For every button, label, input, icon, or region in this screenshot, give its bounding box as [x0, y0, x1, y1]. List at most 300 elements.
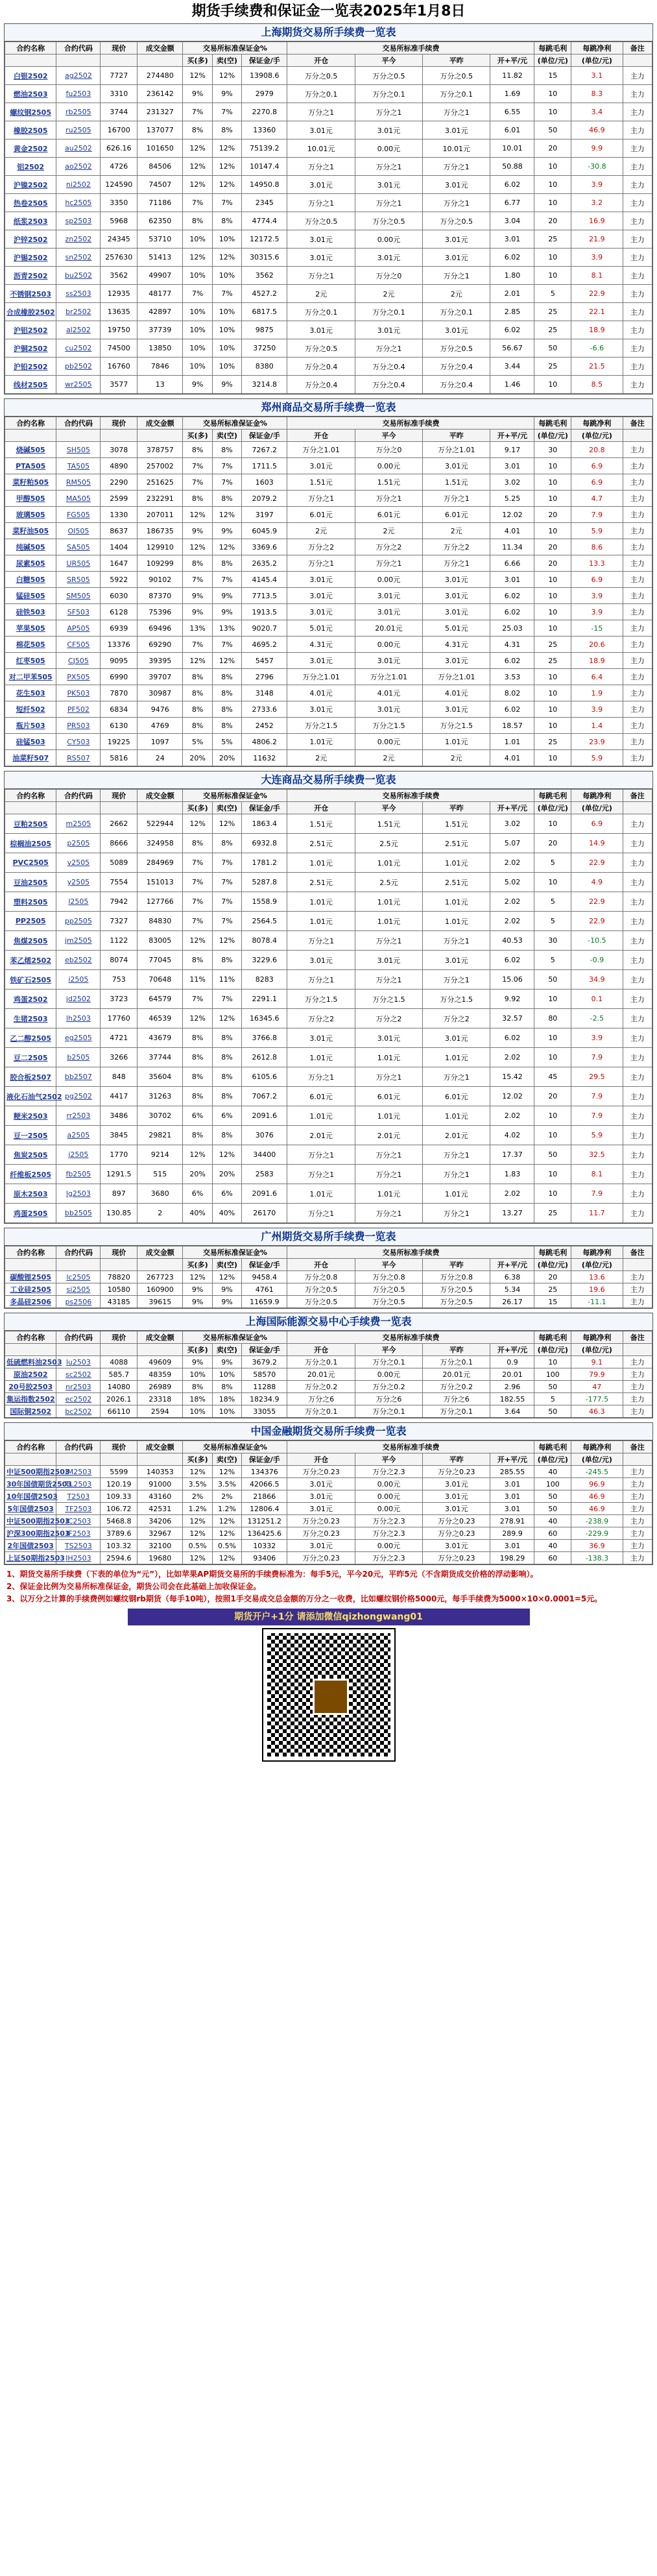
contract-name[interactable]: 低硫燃料油2503	[5, 1356, 56, 1368]
contract-code[interactable]: CY503	[56, 734, 101, 750]
contract-code[interactable]: ss2503	[56, 285, 101, 303]
turnover: 378757	[137, 442, 183, 458]
contract-code[interactable]: PF502	[56, 701, 101, 718]
contract-code[interactable]: sc2502	[56, 1368, 101, 1381]
fee-open: 万分之1	[287, 267, 355, 285]
remark: 主力	[623, 321, 652, 339]
fee-close-today: 万分之1	[355, 1145, 422, 1165]
contract-name[interactable]: 豆一2505	[5, 1126, 56, 1145]
contract-name[interactable]: 黄金2502	[5, 140, 56, 158]
table-row	[5, 1540, 652, 1552]
contract-code[interactable]: SM505	[56, 588, 101, 604]
contract-name[interactable]: 5年国债2503	[5, 1503, 56, 1515]
contract-code[interactable]: SA505	[56, 539, 101, 555]
tick-net: 32.5	[571, 1145, 623, 1165]
contract-name[interactable]: 20号胶2503	[5, 1381, 56, 1393]
fee-close-today: 万分之0	[355, 442, 422, 458]
turnover: 31263	[137, 1087, 183, 1106]
contract-code[interactable]: IM2503	[56, 1466, 101, 1478]
fee-total: 3.01	[490, 1540, 534, 1552]
remark: 主力	[623, 285, 652, 303]
price: 43185	[101, 1296, 137, 1308]
contract-name[interactable]: 集运指数2502	[5, 1393, 56, 1405]
exchange-section	[4, 1313, 653, 1418]
contract-code[interactable]: rb2505	[56, 103, 101, 121]
contract-name[interactable]: 沥青2502	[5, 267, 56, 285]
remark: 主力	[623, 267, 652, 285]
contract-code[interactable]: PR503	[56, 718, 101, 734]
price: 66110	[101, 1405, 137, 1418]
contract-code[interactable]: eb2502	[56, 951, 101, 970]
contract-name[interactable]: 锰硅505	[5, 588, 56, 604]
contract-name[interactable]: 沪镍2502	[5, 176, 56, 194]
col-subheader	[5, 802, 56, 814]
price: 4721	[101, 1028, 137, 1048]
fee-close-today: 1.01元	[355, 1048, 422, 1067]
contract-name[interactable]: 液化石油气2502	[5, 1087, 56, 1106]
fee-open: 4.01元	[287, 685, 355, 701]
contract-name[interactable]: 橡胶2505	[5, 121, 56, 140]
price: 5599	[101, 1466, 137, 1478]
tick-gross: 5	[534, 853, 571, 873]
tick-gross: 15	[534, 67, 571, 85]
contract-code[interactable]: v2505	[56, 853, 101, 873]
fee-close-today: 3.01元	[355, 121, 422, 140]
fee-close-yesterday: 万分之1	[423, 1067, 490, 1087]
contract-code[interactable]: al2502	[56, 321, 101, 339]
col-subheader: 买(多)	[183, 55, 212, 67]
contract-code[interactable]: UR505	[56, 555, 101, 572]
contract-code[interactable]: TF2503	[56, 1503, 101, 1515]
contract-name[interactable]: 热卷2505	[5, 194, 56, 212]
contract-name[interactable]: 苯乙烯2502	[5, 951, 56, 970]
margin-per-lot: 13360	[242, 121, 287, 140]
contract-name[interactable]: 对二甲苯505	[5, 669, 56, 685]
fee-close-yesterday: 万分之1	[423, 1165, 490, 1184]
margin-short: 9%	[212, 523, 241, 539]
fee-open: 2元	[287, 523, 355, 539]
contract-name[interactable]: 30年国债期货2503	[5, 1478, 56, 1490]
contract-code[interactable]: IH2503	[56, 1552, 101, 1564]
exchange-section	[4, 1422, 653, 1565]
contract-code[interactable]: FG505	[56, 507, 101, 523]
contract-code[interactable]: T2503	[56, 1490, 101, 1503]
contract-code[interactable]: au2502	[56, 140, 101, 158]
contract-name[interactable]: 豆二2505	[5, 1048, 56, 1067]
col-subheader	[623, 1344, 652, 1356]
tick-net: -6.6	[571, 339, 623, 358]
fee-close-yesterday: 1.01元	[423, 1184, 490, 1204]
contract-code[interactable]: rr2503	[56, 1106, 101, 1126]
contract-name[interactable]: 中证500期指2503	[5, 1515, 56, 1527]
contract-name[interactable]: 上证50期指2503	[5, 1552, 56, 1564]
contract-name[interactable]: PTA505	[5, 458, 56, 474]
footer-banner[interactable]: 期货开户+1分 请添加微信qizhongwang01	[128, 1609, 530, 1625]
contract-code[interactable]: wr2505	[56, 376, 101, 394]
fee-close-yesterday: 万分之0.23	[423, 1552, 490, 1564]
tick-gross: 50	[534, 339, 571, 358]
remark: 主力	[623, 1087, 652, 1106]
contract-code[interactable]: MA505	[56, 491, 101, 507]
remark: 主力	[623, 912, 652, 931]
fee-table	[5, 1331, 652, 1418]
fee-table	[5, 789, 652, 1223]
contract-name[interactable]: 玻璃505	[5, 507, 56, 523]
contract-code[interactable]: i2505	[56, 970, 101, 990]
contract-name[interactable]: 鸡蛋2502	[5, 990, 56, 1009]
fee-total: 4.02	[490, 1126, 534, 1145]
margin-long: 9%	[183, 523, 212, 539]
margin-per-lot: 16345.6	[242, 1009, 287, 1028]
contract-code[interactable]: ru2505	[56, 121, 101, 140]
fee-close-yesterday: 3.01元	[423, 458, 490, 474]
contract-code[interactable]: bu2502	[56, 267, 101, 285]
contract-name[interactable]: 花生503	[5, 685, 56, 701]
contract-code[interactable]: lc2505	[56, 1271, 101, 1283]
tick-gross: 40	[534, 1466, 571, 1478]
contract-name[interactable]: 红枣505	[5, 653, 56, 669]
remark: 主力	[623, 176, 652, 194]
fee-close-today: 万分之1	[355, 491, 422, 507]
fee-open: 万分之0.4	[287, 358, 355, 376]
contract-code[interactable]: jm2505	[56, 931, 101, 951]
fee-open: 3.01元	[287, 458, 355, 474]
contract-name[interactable]: 硅锰503	[5, 734, 56, 750]
contract-code[interactable]: lg2503	[56, 1184, 101, 1204]
contract-name[interactable]: 粳米2503	[5, 1106, 56, 1126]
contract-code[interactable]: CJ505	[56, 653, 101, 669]
contract-name[interactable]: 烧碱505	[5, 442, 56, 458]
contract-code[interactable]: IF2503	[56, 1527, 101, 1540]
margin-per-lot: 8380	[242, 358, 287, 376]
col-subheader: 平昨	[423, 1344, 490, 1356]
col-header: 合约名称	[5, 42, 56, 55]
contract-code[interactable]: cu2502	[56, 339, 101, 358]
contract-code[interactable]: RS507	[56, 750, 101, 766]
fee-open: 5.01元	[287, 620, 355, 637]
contract-code[interactable]: pg2502	[56, 1087, 101, 1106]
contract-code[interactable]: bb2507	[56, 1067, 101, 1087]
contract-code[interactable]: br2502	[56, 303, 101, 321]
contract-code[interactable]: b2505	[56, 1048, 101, 1067]
table-row	[5, 67, 652, 85]
tick-net: -11.1	[571, 1296, 623, 1308]
fee-total: 1.69	[490, 85, 534, 103]
col-header: 合约代码	[56, 790, 101, 802]
contract-name[interactable]: 铝2502	[5, 158, 56, 176]
contract-name[interactable]: 铁矿石2505	[5, 970, 56, 990]
fee-total: 6.02	[490, 176, 534, 194]
fee-open: 2元	[287, 285, 355, 303]
contract-code[interactable]: AP505	[56, 620, 101, 637]
price: 6834	[101, 701, 137, 718]
fee-open: 1.51元	[287, 814, 355, 834]
col-subheader: 平今	[355, 802, 422, 814]
contract-code[interactable]: l2505	[56, 892, 101, 912]
col-subheader	[623, 430, 652, 442]
contract-code[interactable]: ps2506	[56, 1296, 101, 1308]
contract-code[interactable]: m2505	[56, 814, 101, 834]
contract-name[interactable]: 棉花505	[5, 637, 56, 653]
remark: 主力	[623, 572, 652, 588]
margin-long: 12%	[183, 814, 212, 834]
contract-code[interactable]: RM505	[56, 474, 101, 491]
price: 753	[101, 970, 137, 990]
tick-gross: 30	[534, 442, 571, 458]
contract-name[interactable]: 生猪2503	[5, 1009, 56, 1028]
contract-code[interactable]: CF505	[56, 637, 101, 653]
col-subheader	[137, 1344, 183, 1356]
tick-gross: 25	[534, 1283, 571, 1296]
margin-short: 7%	[212, 285, 241, 303]
contract-code[interactable]: bc2502	[56, 1405, 101, 1418]
fee-close-today: 万分之1	[355, 1204, 422, 1223]
tick-net: 0.1	[571, 990, 623, 1009]
contract-name[interactable]: 塑料2505	[5, 892, 56, 912]
remark: 主力	[623, 1028, 652, 1048]
contract-name[interactable]: 碳酸锂2505	[5, 1271, 56, 1283]
remark: 主力	[623, 701, 652, 718]
contract-code[interactable]: lh2503	[56, 1009, 101, 1028]
fee-open: 3.01元	[287, 176, 355, 194]
contract-name[interactable]: 豆油2505	[5, 873, 56, 892]
contract-code[interactable]: y2505	[56, 873, 101, 892]
table-row	[5, 1165, 652, 1184]
col-subheader: 平昨	[423, 55, 490, 67]
contract-name[interactable]: 菜籽粕505	[5, 474, 56, 491]
fee-close-today: 万分之0.1	[355, 1356, 422, 1368]
price: 2290	[101, 474, 137, 491]
fee-close-yesterday: 万分之1	[423, 970, 490, 990]
contract-name[interactable]: 2年国债2503	[5, 1540, 56, 1552]
tick-net: -30.8	[571, 158, 623, 176]
contract-name[interactable]: 多晶硅2506	[5, 1296, 56, 1308]
contract-name[interactable]: 沪铜2502	[5, 339, 56, 358]
fee-close-today: 万分之1	[355, 194, 422, 212]
col-header: 成交金额	[137, 417, 183, 430]
contract-code[interactable]: TL2503	[56, 1478, 101, 1490]
tick-gross: 5	[534, 912, 571, 931]
contract-name[interactable]: 工业硅2505	[5, 1283, 56, 1296]
contract-code[interactable]: PK503	[56, 685, 101, 701]
contract-code[interactable]: IC2503	[56, 1515, 101, 1527]
contract-code[interactable]: ni2502	[56, 176, 101, 194]
col-subheader: (单位/元)	[534, 55, 571, 67]
contract-code[interactable]: bb2505	[56, 1204, 101, 1223]
contract-name[interactable]: PP2505	[5, 912, 56, 931]
contract-name[interactable]: 胶合板2507	[5, 1067, 56, 1087]
col-header: 合约名称	[5, 1246, 56, 1259]
fee-total: 6.38	[490, 1271, 534, 1283]
contract-code[interactable]: eg2505	[56, 1028, 101, 1048]
tick-gross: 10	[534, 685, 571, 701]
contract-name[interactable]: 原油2502	[5, 1368, 56, 1381]
margin-long: 12%	[183, 1271, 212, 1283]
contract-code[interactable]: ec2502	[56, 1393, 101, 1405]
contract-code[interactable]: p2505	[56, 834, 101, 853]
contract-code[interactable]: SR505	[56, 572, 101, 588]
fee-close-yesterday: 万分之0.5	[423, 339, 490, 358]
table-row	[5, 1527, 652, 1540]
contract-name[interactable]: 螺纹钢2505	[5, 103, 56, 121]
contract-code[interactable]: fu2503	[56, 85, 101, 103]
contract-code[interactable]: OI505	[56, 523, 101, 539]
col-subheader	[56, 1453, 101, 1466]
fee-open: 10.01元	[287, 140, 355, 158]
contract-code[interactable]: TA505	[56, 458, 101, 474]
contract-name[interactable]: 国际铜2502	[5, 1405, 56, 1418]
contract-code[interactable]: sp2503	[56, 212, 101, 230]
tick-gross: 10	[534, 990, 571, 1009]
remark: 主力	[623, 121, 652, 140]
contract-name[interactable]: 纤维板2505	[5, 1165, 56, 1184]
contract-code[interactable]: lu2503	[56, 1356, 101, 1368]
margin-per-lot: 1913.5	[242, 604, 287, 620]
margin-short: 9%	[212, 85, 241, 103]
contract-name[interactable]: 菜籽油505	[5, 523, 56, 539]
contract-code[interactable]: fb2505	[56, 1165, 101, 1184]
col-header: 每跳净利	[571, 1441, 623, 1453]
turnover: 34206	[137, 1515, 183, 1527]
contract-code[interactable]: nr2503	[56, 1381, 101, 1393]
fee-close-today: 万分之2	[355, 1009, 422, 1028]
fee-close-yesterday: 3.01元	[423, 951, 490, 970]
contract-code[interactable]: a2505	[56, 1126, 101, 1145]
turnover: 74507	[137, 176, 183, 194]
turnover: 251625	[137, 474, 183, 491]
contract-name[interactable]: 豆粕2505	[5, 814, 56, 834]
table-row	[5, 814, 652, 834]
contract-name[interactable]: 硅铁503	[5, 604, 56, 620]
contract-name[interactable]: 燃油2503	[5, 85, 56, 103]
contract-name[interactable]: 鸡蛋2505	[5, 1204, 56, 1223]
contract-code[interactable]: ag2502	[56, 67, 101, 85]
col-subheader: 平昨	[423, 802, 490, 814]
contract-name[interactable]: 沪深300期指2503	[5, 1527, 56, 1540]
tick-gross: 10	[534, 572, 571, 588]
contract-code[interactable]: sn2502	[56, 249, 101, 267]
margin-short: 9%	[212, 1296, 241, 1308]
tick-net: 47	[571, 1381, 623, 1393]
fee-open: 万分之0.8	[287, 1271, 355, 1283]
remark: 主力	[623, 140, 652, 158]
contract-name[interactable]: 不锈钢2503	[5, 285, 56, 303]
fee-total: 285.55	[490, 1466, 534, 1478]
contract-name[interactable]: 10年国债2503	[5, 1490, 56, 1503]
contract-code[interactable]: TS2503	[56, 1540, 101, 1552]
tick-net: -229.9	[571, 1527, 623, 1540]
contract-name[interactable]: 纯碱505	[5, 539, 56, 555]
contract-code[interactable]: j2505	[56, 1145, 101, 1165]
table-row	[5, 376, 652, 394]
contract-name[interactable]: 沪锡2502	[5, 249, 56, 267]
contract-code[interactable]: si2505	[56, 1283, 101, 1296]
contract-name[interactable]: 乙二醇2505	[5, 1028, 56, 1048]
contract-code[interactable]: SF503	[56, 604, 101, 620]
fee-close-today: 1.01元	[355, 853, 422, 873]
fee-total: 25.03	[490, 620, 534, 637]
contract-name[interactable]: 沪铝2502	[5, 321, 56, 339]
fee-close-today: 6.01元	[355, 507, 422, 523]
margin-long: 8%	[183, 121, 212, 140]
margin-long: 8%	[183, 1048, 212, 1067]
fee-close-today: 万分之2.3	[355, 1527, 422, 1540]
col-subheader: 保证金/手	[242, 1453, 287, 1466]
turnover: 42531	[137, 1503, 183, 1515]
contract-code[interactable]: SH505	[56, 442, 101, 458]
contract-name[interactable]: 尿素505	[5, 555, 56, 572]
price: 13376	[101, 637, 137, 653]
col-subheader: (单位/元)	[534, 1344, 571, 1356]
fee-total: 10.01	[490, 140, 534, 158]
turnover: 324958	[137, 834, 183, 853]
contract-name[interactable]: PVC2505	[5, 853, 56, 873]
remark: 主力	[623, 474, 652, 491]
fee-total: 3.01	[490, 1490, 534, 1503]
tick-net: 8.5	[571, 376, 623, 394]
margin-short: 12%	[212, 158, 241, 176]
contract-code[interactable]: pp2505	[56, 912, 101, 931]
contract-name[interactable]: 棕榈油2505	[5, 834, 56, 853]
contract-name[interactable]: 苹果505	[5, 620, 56, 637]
tick-gross: 25	[534, 230, 571, 249]
fee-close-yesterday: 万分之0.5	[423, 212, 490, 230]
contract-name[interactable]: 短纤502	[5, 701, 56, 718]
turnover: 9214	[137, 1145, 183, 1165]
contract-name[interactable]: 瓶片503	[5, 718, 56, 734]
contract-code[interactable]: zn2502	[56, 230, 101, 249]
contract-name[interactable]: 焦煤2505	[5, 931, 56, 951]
turnover: 53710	[137, 230, 183, 249]
table-row	[5, 637, 652, 653]
contract-code[interactable]: jd2502	[56, 990, 101, 1009]
tick-net: 1.4	[571, 718, 623, 734]
contract-code[interactable]: PX505	[56, 669, 101, 685]
contract-name[interactable]: 原木2503	[5, 1184, 56, 1204]
contract-name[interactable]: 合成橡胶2502	[5, 303, 56, 321]
contract-name[interactable]: 沪锌2502	[5, 230, 56, 249]
contract-name[interactable]: 白糖505	[5, 572, 56, 588]
contract-code[interactable]: pb2502	[56, 358, 101, 376]
margin-per-lot: 9020.7	[242, 620, 287, 637]
price: 10580	[101, 1283, 137, 1296]
tick-net: 20.6	[571, 637, 623, 653]
tick-gross: 45	[534, 1067, 571, 1087]
contract-name[interactable]: 中证500期指2503	[5, 1466, 56, 1478]
turnover: 24	[137, 750, 183, 766]
contract-code[interactable]: ao2502	[56, 158, 101, 176]
table-row	[5, 303, 652, 321]
contract-name[interactable]: 沪铅2502	[5, 358, 56, 376]
fee-open: 3.01元	[287, 604, 355, 620]
contract-code[interactable]: hc2505	[56, 194, 101, 212]
contract-name[interactable]: 纸浆2503	[5, 212, 56, 230]
contract-name[interactable]: 白银2502	[5, 67, 56, 85]
contract-name[interactable]: 线材2505	[5, 376, 56, 394]
contract-name[interactable]: 油菜籽507	[5, 750, 56, 766]
fee-total: 3.64	[490, 1405, 534, 1418]
col-header: 现价	[101, 1441, 137, 1453]
table-row	[5, 970, 652, 990]
tick-net: 46.9	[571, 1490, 623, 1503]
col-header: 现价	[101, 1331, 137, 1344]
tick-net: 21.9	[571, 230, 623, 249]
fee-total: 4.01	[490, 523, 534, 539]
margin-long: 8%	[183, 951, 212, 970]
contract-name[interactable]: 焦炭2505	[5, 1145, 56, 1165]
contract-name[interactable]: 甲醇505	[5, 491, 56, 507]
table-row	[5, 121, 652, 140]
